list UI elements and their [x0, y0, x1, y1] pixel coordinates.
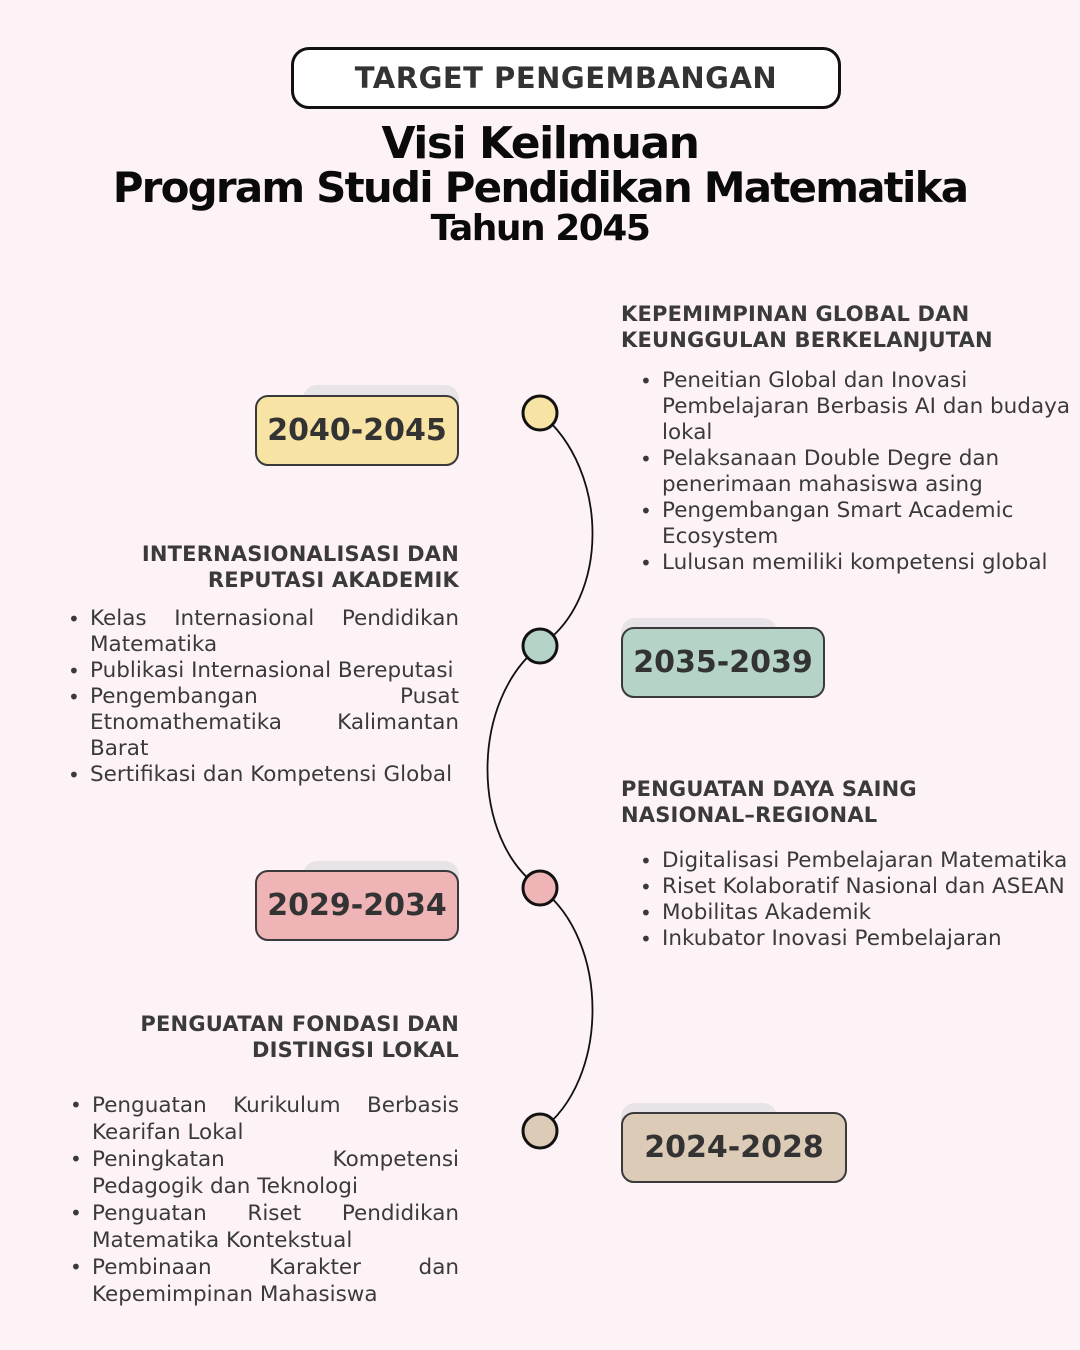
node-2040-2045 — [523, 396, 557, 430]
heading-2040-2045 — [621, 301, 1061, 353]
timeline-path — [488, 413, 593, 1131]
heading-2035-2039 — [100, 541, 459, 593]
title-line-1: Visi Keilmuan — [381, 118, 699, 169]
list-item: • Lulusan memiliki kompetensi global — [662, 550, 1080, 576]
year-pill-2035-2039: 2035-2039 — [621, 627, 825, 698]
title-line-3: Tahun 2045 — [430, 208, 650, 249]
heading-line: NASIONAL–REGIONAL — [621, 803, 878, 827]
heading-2024-2028 — [100, 1011, 459, 1063]
heading-line: REPUTASI AKADEMIK — [207, 568, 459, 592]
list-2035-2039 — [68, 606, 459, 788]
list-item: • Publikasi Internasional Bereputasi — [90, 658, 459, 684]
list-2024-2028 — [70, 1092, 459, 1308]
list-item: • Riset Kolaboratif Nasional dan ASEAN — [662, 874, 1080, 900]
heading-line: DISTINGSI LOKAL — [252, 1038, 459, 1062]
heading-line: INTERNASIONALISASI DAN — [141, 542, 459, 566]
year-pill-2024-2028: 2024-2028 — [621, 1112, 847, 1183]
list-item: • Pelaksanaan Double Degre dan penerimaan mahasiswa asing — [662, 446, 1080, 498]
list-item: • Sertifikasi dan Kompetensi Global — [90, 762, 459, 788]
title-line-2: Program Studi Pendidikan Matematika — [112, 163, 968, 212]
list-item: • Digitalisasi Pembelajaran Matematika — [662, 848, 1080, 874]
list-item: • Pembinaan Karakter dan Kepemimpinan Mahasiswa — [92, 1254, 459, 1308]
list-item: • Penguatan Riset Pendidikan Matematika Kontekstual — [92, 1200, 459, 1254]
heading-line: PENGUATAN FONDASI DAN — [140, 1012, 459, 1036]
heading-line: KEPEMIMPINAN GLOBAL DAN — [621, 302, 970, 326]
list-item: • Mobilitas Akademik — [662, 900, 1080, 926]
list-item: • Peneitian Global dan Inovasi Pembelajaran Berbasis AI dan budaya lokal — [662, 368, 1080, 446]
node-2035-2039 — [523, 629, 557, 663]
list-2040-2045 — [640, 368, 1080, 576]
list-item: • Pengembangan Smart Academic Ecosystem — [662, 498, 1080, 550]
node-2024-2028 — [523, 1114, 557, 1148]
list-2029-2034 — [640, 848, 1080, 952]
list-item: • Peningkatan Kompetensi Pedagogik dan Teknologi — [92, 1146, 459, 1200]
node-2029-2034 — [523, 871, 557, 905]
heading-2029-2034 — [621, 776, 1061, 828]
target-badge: TARGET PENGEMBANGAN — [291, 47, 841, 109]
year-pill-2029-2034: 2029-2034 — [255, 870, 459, 941]
list-item: • Pengembangan Pusat Etnomathematika Kalimantan Barat — [90, 684, 459, 762]
list-item: • Kelas Internasional Pendidikan Matematika — [90, 606, 459, 658]
heading-line: KEUNGGULAN BERKELANJUTAN — [621, 328, 993, 352]
list-item: • Penguatan Kurikulum Berbasis Kearifan Lokal — [92, 1092, 459, 1146]
list-item: • Inkubator Inovasi Pembelajaran — [662, 926, 1080, 952]
heading-line: PENGUATAN DAYA SAING — [621, 777, 917, 801]
year-pill-2040-2045: 2040-2045 — [255, 395, 459, 466]
